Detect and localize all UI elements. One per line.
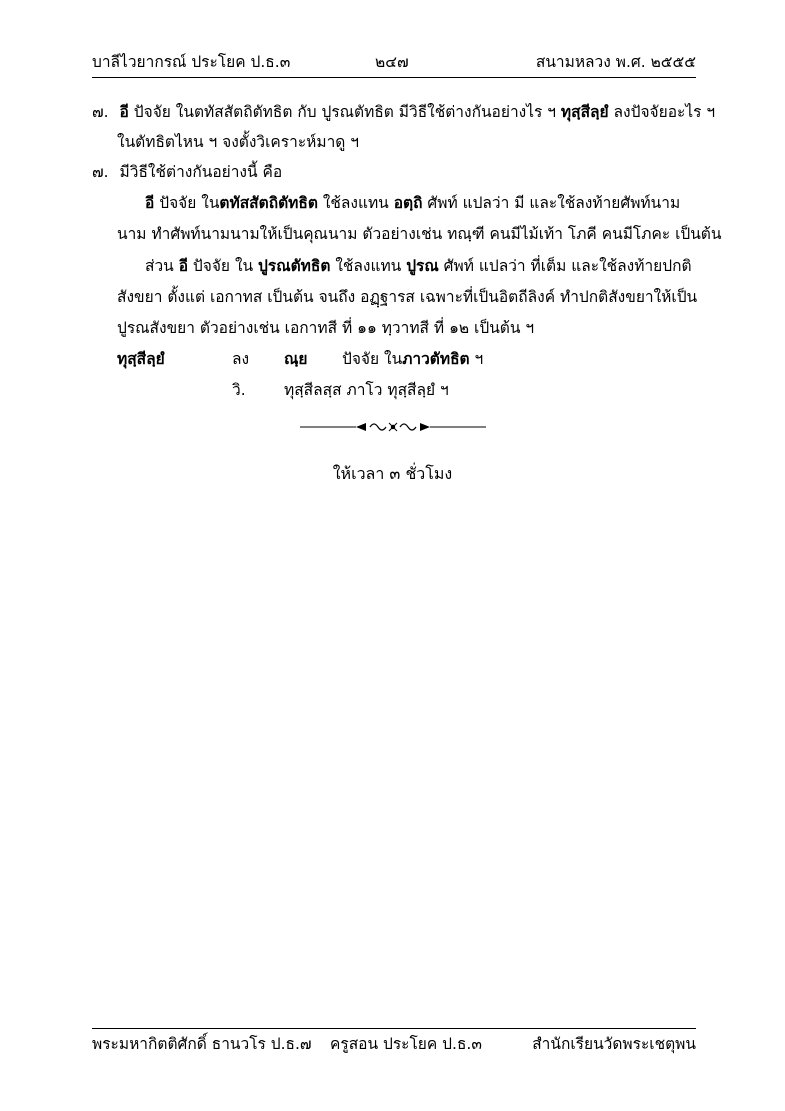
analysis-row-2-label: วิ.	[232, 381, 246, 399]
answer-intro: มีวิธีใช้ต่างกันอย่างนี้ คือ	[119, 163, 283, 181]
analysis-bold-bhava: ภาวตัทธิต	[402, 350, 470, 368]
answer-intro-line	[92, 160, 282, 184]
p2-text-0: ส่วน	[145, 257, 179, 275]
paragraph-1-line-1	[145, 191, 680, 215]
analysis-text-2: ฯ	[469, 350, 484, 368]
paragraph-2-line-2: สังขยา ตั้งแต่ เอกาทส เป็นต้น จนถึง อฏฺฐารส เฉพาะที่เป็นอิตถีลิงค์ ทำปกติสังขยาให้เป็น	[117, 288, 698, 306]
question-line-1	[92, 100, 715, 124]
question-line-2: ในตัทธิตไหน ฯ จงตั้งวิเคราะห์มาดู ฯ	[117, 133, 359, 151]
analysis-row-1-label: ลง	[232, 350, 250, 368]
paragraph-2-line-1	[145, 254, 692, 278]
question-text-1: ปัจจัย ในตทัสสัตถิตัทธิต กับ ปูรณตัทธิต มีวิธีใช้ต่างกันอย่างไร ฯ	[128, 103, 561, 121]
analysis-row-2-text: ทุสฺสีลสฺส ภาโว ทุสฺสีลฺยํ ฯ	[284, 381, 449, 399]
header-exam-info: สนามหลวง พ.ศ. ๒๕๕๕	[535, 53, 696, 71]
paragraph-2-line-3: ปูรณสังขยา ตัวอย่างเช่น เอกาทสี ที่ ๑๑ ทฺวาทสี ที่ ๑๒ เป็นต้น ฯ	[117, 319, 535, 337]
analysis-row-1	[117, 347, 165, 371]
footer-role: ครูสอน ประโยค ป.ธ.๓	[330, 1035, 482, 1053]
p2-text-1: ปัจจัย ใน	[188, 257, 259, 275]
analysis-row-1-rest	[342, 347, 483, 371]
p1-text-1: ปัจจัย ใน	[154, 194, 220, 212]
analysis-row-1-suffix-wrap	[284, 347, 307, 371]
question-bold-ii: อี	[119, 103, 129, 121]
p1-text-2: ใช้ลงแทน	[317, 194, 394, 212]
footer-author: พระมหากิตติศักดิ์ ธานวโร ป.ธ.๗	[92, 1035, 312, 1053]
p1-bold-taddhita: ตทัสสัตถิตัทธิต	[219, 194, 318, 212]
time-allowed: ให้เวลา ๓ ชั่วโมง	[332, 464, 453, 483]
question-text-2: ลงปัจจัยอะไร ฯ	[608, 103, 716, 121]
question-number: ๗.	[92, 103, 109, 121]
p2-bold-purana-taddhita: ปูรณตัทธิต	[258, 257, 331, 275]
footer-institution: สำนักเรียนวัดพระเชตุพน	[532, 1035, 696, 1053]
page-footer	[92, 1032, 696, 1060]
p2-bold-purana: ปูรณ	[406, 257, 439, 275]
paragraph-1-line-2: นาม ทำศัพท์นามนามให้เป็นคุณนาม ตัวอย่างเช่น ทณฺฑี คนมีไม้เท้า โภคี คนมีโภคะ เป็นต้น	[117, 225, 722, 243]
p2-bold-ii: อี	[178, 257, 188, 275]
p1-text-3: ศัพท์ แปลว่า มี และใช้ลงท้ายศัพท์นาม	[422, 194, 681, 212]
page-number: ๒๔๗	[375, 53, 409, 71]
p2-text-2: ใช้ลงแทน	[330, 257, 407, 275]
p1-bold-ii: อี	[145, 194, 155, 212]
p1-bold-atthi: อตฺถิ	[393, 194, 423, 212]
analysis-suffix: ณฺย	[284, 350, 308, 368]
question-bold-word: ทุสฺสีลฺยํ	[560, 103, 609, 121]
analysis-text-1: ปัจจัย ใน	[342, 350, 403, 368]
footer-rule	[92, 1028, 696, 1029]
header-title: บาลีไวยากรณ์ ประโยค ป.ธ.๓	[92, 53, 291, 71]
p2-text-3: ศัพท์ แปลว่า ที่เต็ม และใช้ลงท้ายปกติ	[438, 257, 692, 275]
answer-number: ๗.	[92, 163, 109, 181]
analysis-word: ทุสฺสีลฺยํ	[117, 350, 165, 368]
ornament-divider-icon	[300, 420, 486, 434]
document-body	[92, 0, 722, 1111]
